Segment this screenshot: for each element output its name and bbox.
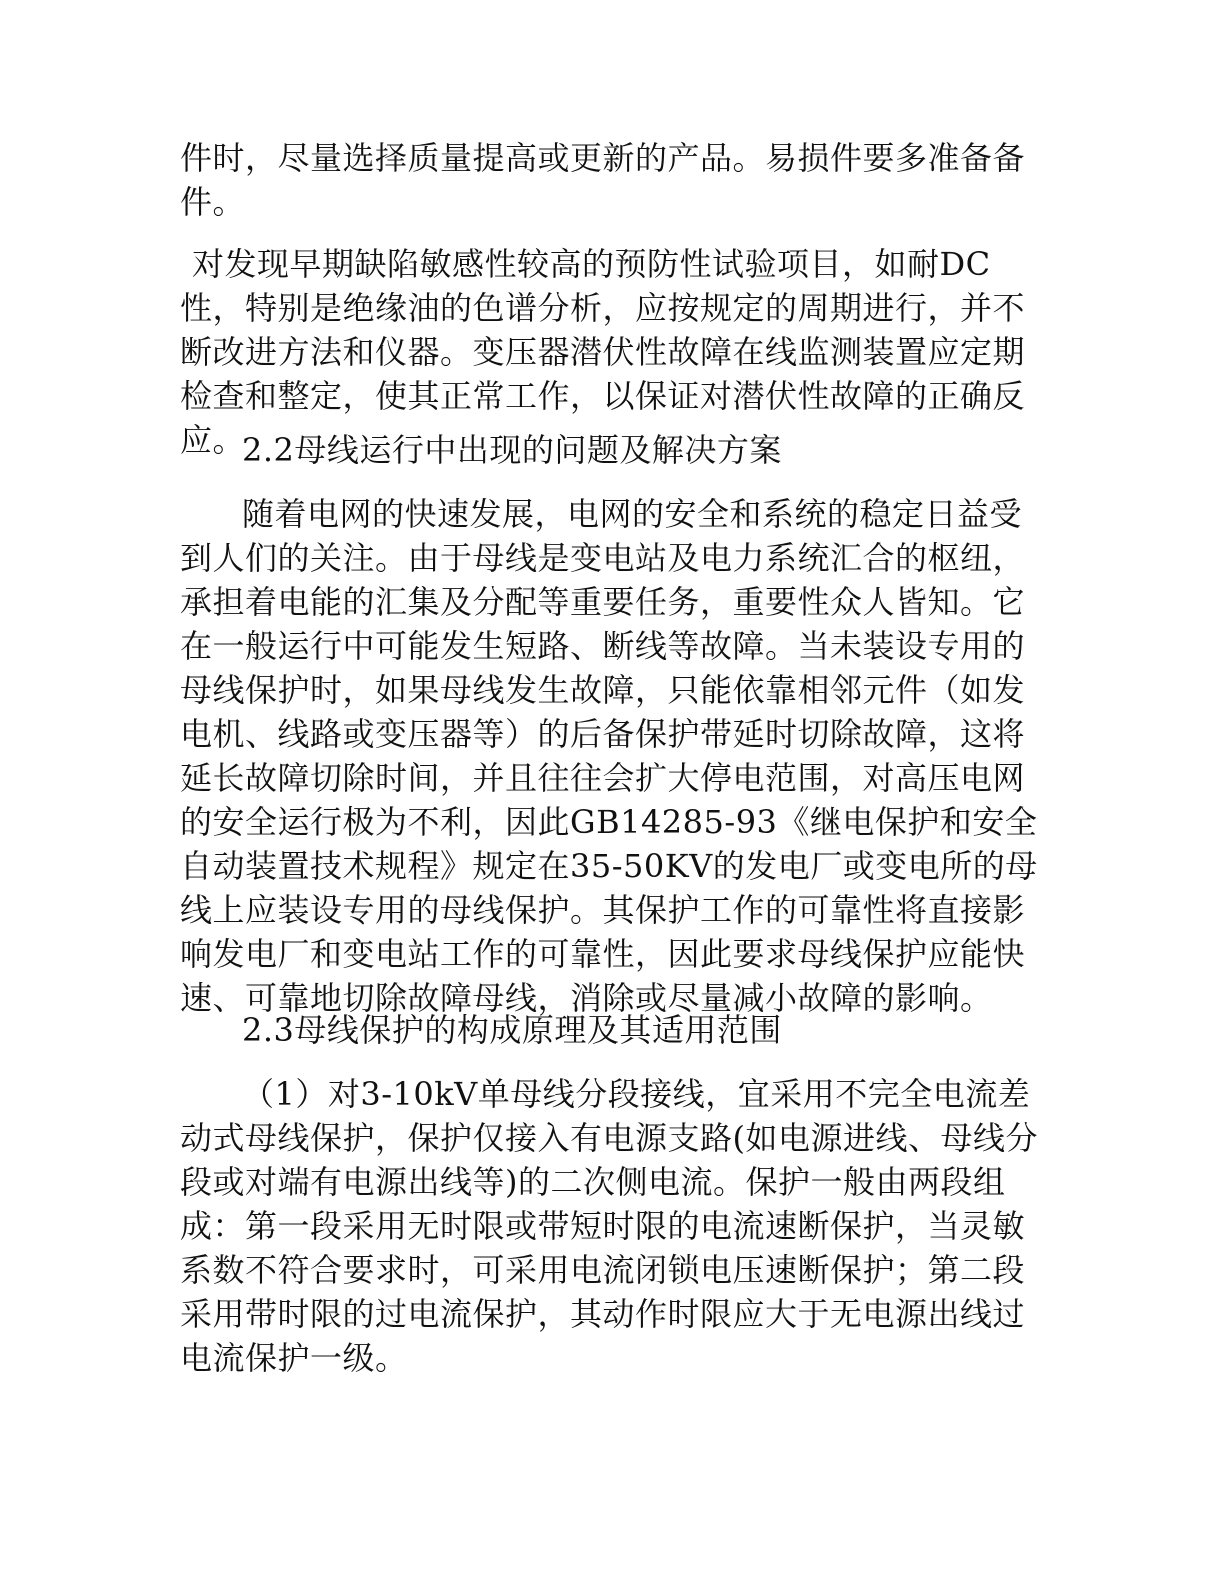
paragraph-busbar-problems: 随着电网的快速发展，电网的安全和系统的稳定日益受到人们的关注。由于母线是变电站及电力系统汇合的枢纽，承担着电能的汇集及分配等重要任务，重要性众人皆知。它在一般运行中可能发生短路、断线等故障。当未装设专用的母线保护时，如果母线发生故障，只能依靠相邻元件（如发电机、线路或变压器等）的后备保护带延时切除故障，这将延长故障切除时间，并且往往会扩大停电范围，对高压电网的安全运行极为不利，因此GB14285-93《继电保护和安全自动装置技术规程》规定在35-50KV的发电厂或变电所的母线上应装设专用的母线保护。其保护工作的可靠性将直接影响发电厂和变电站工作的可靠性，因此要求母线保护应能快速、可靠地切除故障母线，消除或尽量减小故障的影响。 <box>180 495 1038 1017</box>
section-heading-2-2: 2.2母线运行中出现的问题及解决方案 <box>242 431 782 469</box>
paragraph-preventive-testing: 对发现早期缺陷敏感性较高的预防性试验项目，如耐DC性，特别是绝缘油的色谱分析，应按规定的周期进行，并不断改进方法和仪器。变压器潜伏性故障在线监测装置应定期检查和整定，使其正常工作，以保证对潜伏性故障的正确反应。 <box>180 245 1026 459</box>
paragraph-busbar-protection-principle: （1）对3-10kV单母线分段接线，宜采用不完全电流差动式母线保护，保护仅接入有电源支路(如电源进线、母线分段或对端有电源出线等)的二次侧电流。保护一般由两段组成：第一段采用无时限或带短时限的电流速断保护，当灵敏系数不符合要求时，可采用电流闭锁电压速断保护；第二段采用带时限的过电流保护，其动作时限应大于无电源出线过电流保护一级。 <box>180 1075 1038 1377</box>
paragraph-spare-parts: 件时，尽量选择质量提高或更新的产品。易损件要多准备备件。 <box>180 139 1026 221</box>
section-heading-2-3: 2.3母线保护的构成原理及其适用范围 <box>242 1011 782 1049</box>
